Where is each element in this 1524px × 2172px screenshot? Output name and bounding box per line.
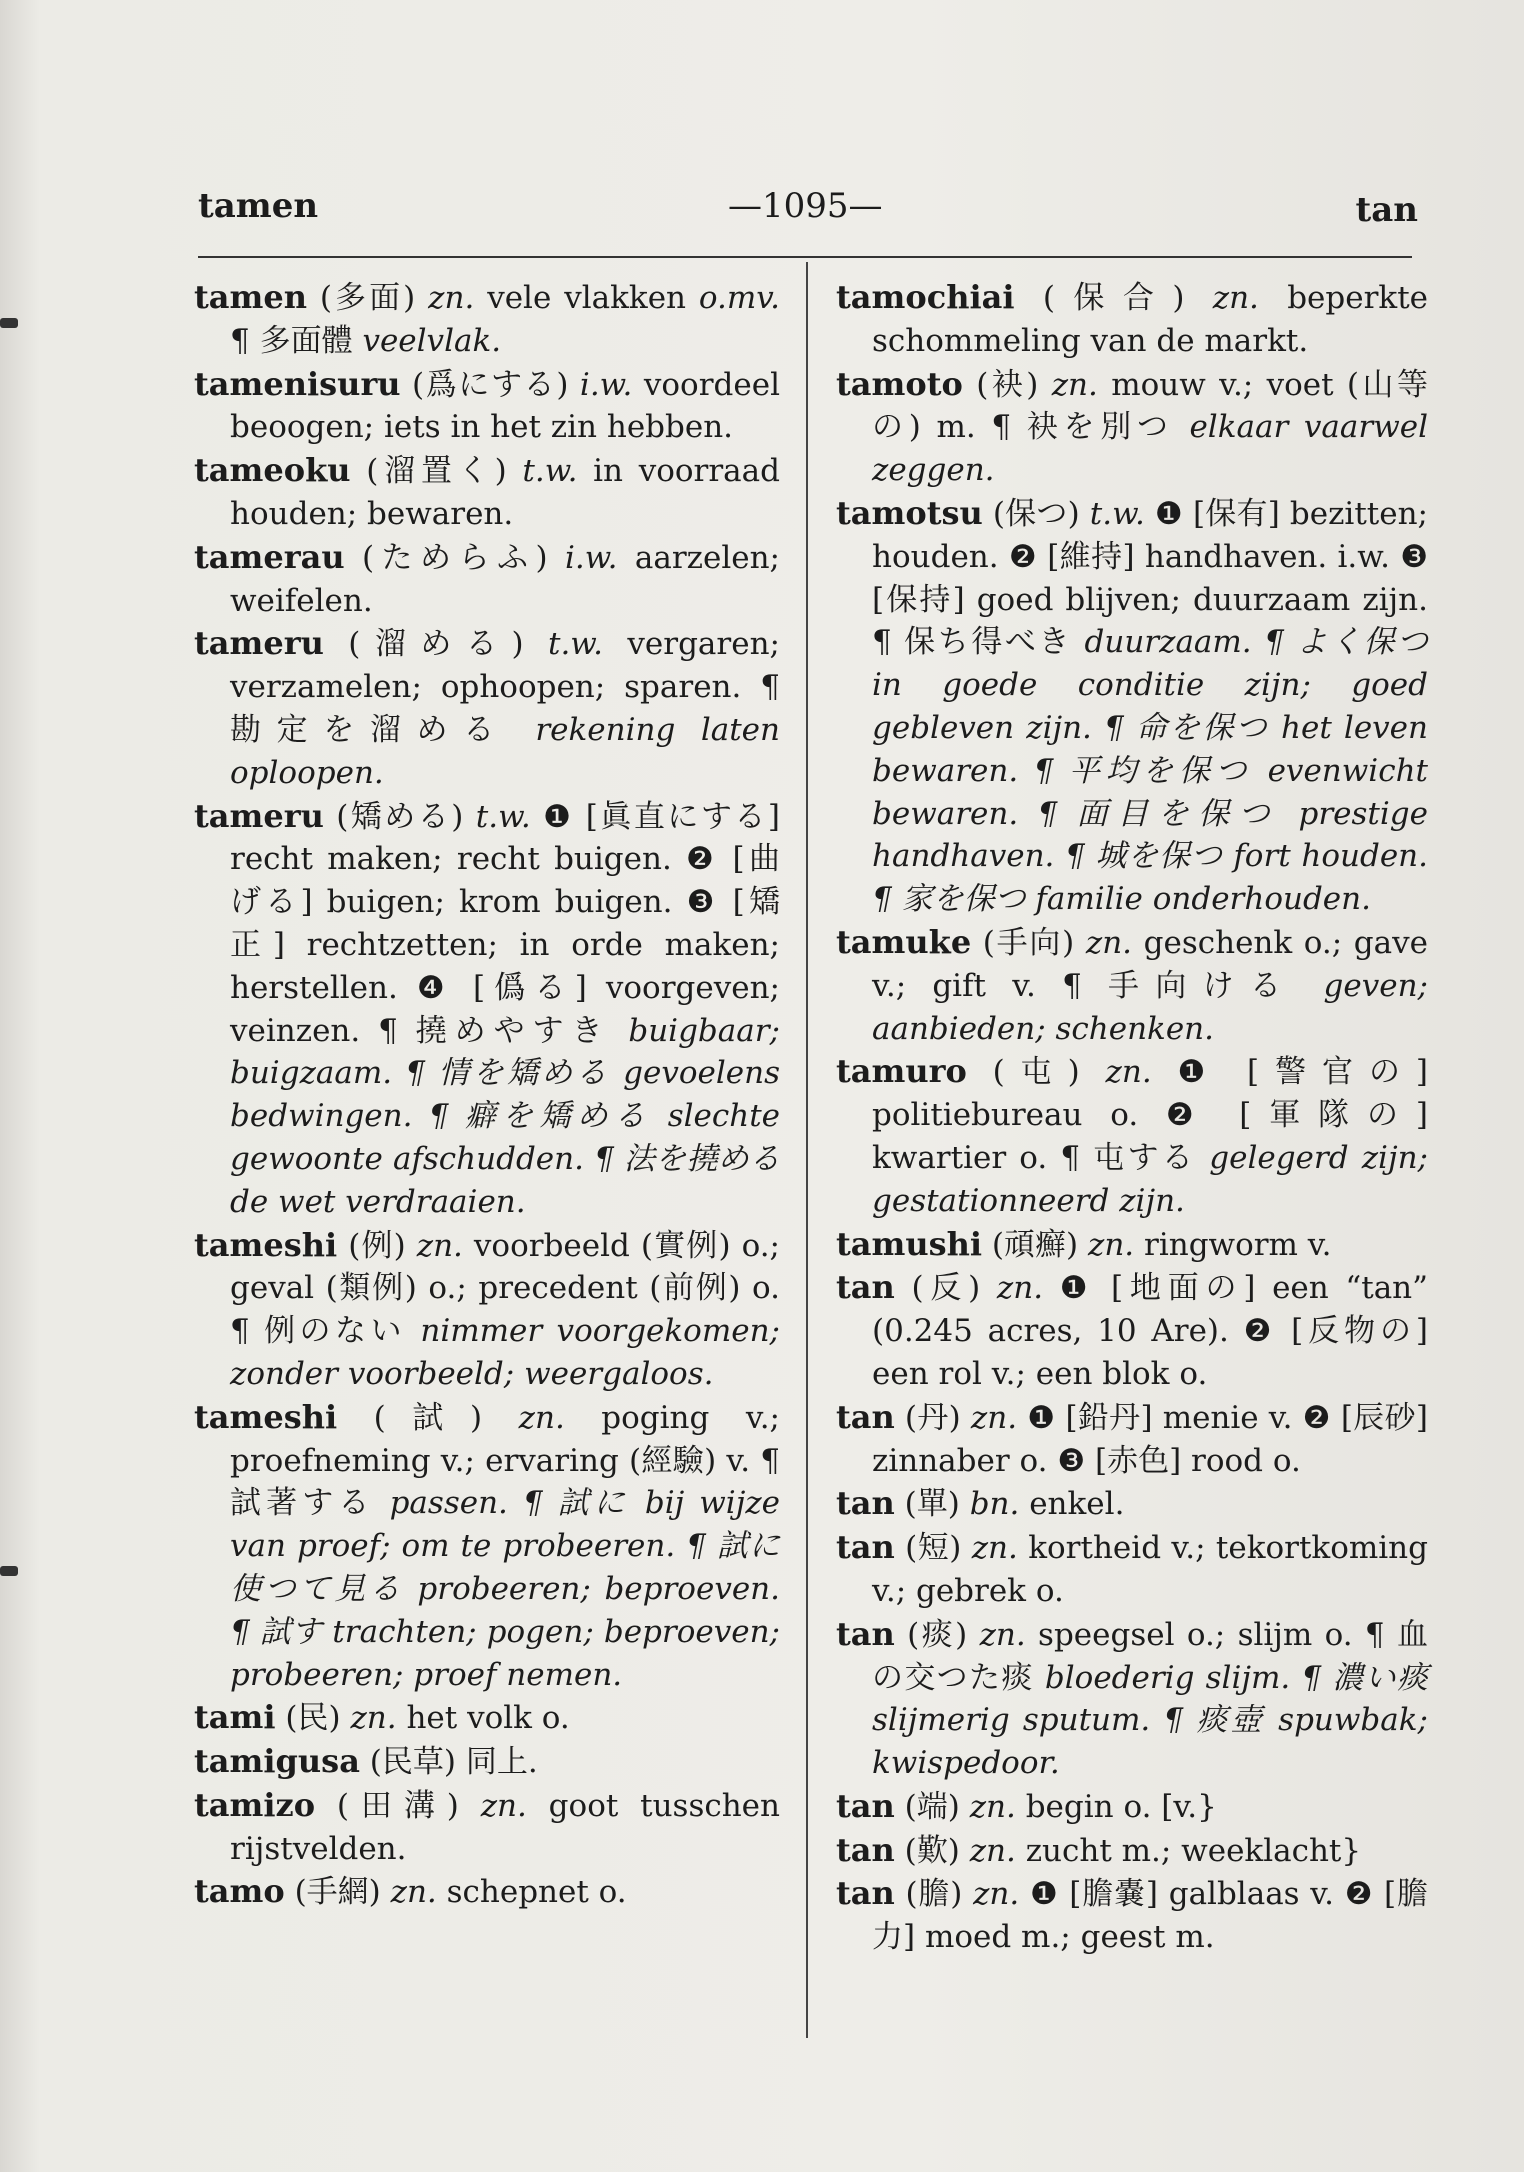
kanji: (民草) (359, 1744, 466, 1781)
grammar-tag: bn. (969, 1486, 1020, 1523)
kanji: (痰) (894, 1616, 980, 1653)
grammar-tag: zn. (973, 1876, 1020, 1913)
kanji: (手向) (971, 924, 1086, 961)
grammar-tag: zn. (1212, 280, 1259, 316)
grammar-tag: t.w. (522, 453, 578, 490)
dictionary-entry (194, 1696, 780, 1740)
dictionary-entry (836, 1266, 1428, 1395)
headword: tan (836, 1830, 895, 1869)
grammar-tag: zn. (969, 1832, 1016, 1869)
grammar-tag: i.w. (565, 539, 618, 576)
kanji: (屯) (966, 1054, 1106, 1091)
example: buigbaar; buigzaam. ¶ 情を矯める gevoelens bedwingen. ¶ 癖を矯める slechte gewoonte afschudden. ¶ 法を撓める de wet verdraaien. (230, 1012, 780, 1220)
column-divider (806, 262, 808, 2038)
kanji: (膽) (894, 1876, 974, 1913)
dictionary-entry (836, 1829, 1428, 1873)
definition: ❶ [保有] bezitten; houden. ❷ [維持] handhaven. i.w. ❸ [保持] goed blijven; duurzaam zijn. ¶ 保ち得べき (872, 495, 1428, 661)
headword: tan (836, 1614, 895, 1653)
example: rekening laten oploopen. (230, 711, 780, 791)
dictionary-entry (194, 795, 780, 1224)
definition: enkel. (1019, 1486, 1125, 1523)
kanji: (袂) (962, 366, 1052, 403)
dictionary-entry (836, 1396, 1428, 1483)
headword: tamotsu (836, 493, 983, 532)
dictionary-entry (836, 1223, 1428, 1267)
headword: tameshi (194, 1225, 338, 1264)
definition: beperkte schommeling van de markt. (872, 280, 1428, 359)
grammar-tag: t.w. (547, 626, 604, 663)
grammar-tag: zn. (428, 280, 475, 316)
kanji: (溜置く) (350, 453, 523, 490)
grammar-tag: zn. (1105, 1054, 1152, 1091)
definition: voordeel beoogen; iets in het zin hebben. (230, 366, 780, 446)
definition: poging v.; proefneming v.; ervaring (經驗) v. ¶ 試著する (230, 1399, 780, 1522)
grammar-tag: o.mv. (698, 280, 780, 316)
definition: begin o. [v.} (1015, 1788, 1217, 1825)
headword: tamigusa (194, 1742, 360, 1781)
kanji: (歎) (894, 1832, 970, 1869)
definition: vergaren; verzamelen; ophoopen; sparen. ¶ 勘定を溜める (230, 626, 780, 748)
definition: zucht m.; weeklacht} (1015, 1832, 1362, 1869)
grammar-tag: zn. (970, 1399, 1018, 1436)
header-guide-word-left: tamen (198, 186, 319, 226)
headword: tamen (194, 278, 307, 316)
definition: voorbeeld (實例) o.; geval (類例) o.; precedent (前例) o. ¶ 例のない (230, 1227, 780, 1350)
example: duurzaam. ¶ よく保つ in goede conditie zijn; goed gebleven zijn. ¶ 命を保つ het leven bewaren. ¶ 平均を保つ evenwicht bewaren. ¶ 面目を保つ prestige handhaven. ¶ 城を保つ fort houden. ¶ 家を保つ familie onderhouden. (872, 624, 1428, 918)
grammar-tag: zn. (350, 1700, 397, 1737)
example: veelvlak. (362, 322, 502, 359)
kanji: (爲にする) (400, 366, 580, 403)
dictionary-entry (194, 449, 780, 536)
binder-mark (0, 1566, 18, 1576)
headword: tan (836, 1786, 895, 1825)
kanji: (矯める) (323, 798, 476, 835)
kanji: (試) (337, 1399, 519, 1436)
headword: tan (836, 1397, 895, 1436)
definition: aarzelen; weifelen. (230, 539, 780, 619)
dictionary-entry (836, 1526, 1428, 1613)
dictionary-entry (836, 363, 1428, 492)
grammar-tag: zn. (971, 1530, 1018, 1567)
dictionary-entry (836, 1482, 1428, 1526)
kanji: (田溝) (315, 1787, 481, 1824)
example: elkaar vaarwel zeggen. (872, 409, 1428, 489)
headword: tameoku (194, 451, 351, 490)
dictionary-entry (194, 1740, 780, 1784)
dictionary-entry (194, 622, 780, 794)
definition: in voorraad houden; bewaren. (230, 453, 780, 532)
definition: ❶ [警官の] politiebureau o. ❷ [軍隊の] kwartier o. ¶ 屯する (872, 1054, 1428, 1176)
kanji: (溜める) (323, 626, 548, 663)
header-rule (198, 256, 1412, 258)
headword: tan (836, 1268, 895, 1307)
dictionary-entry (194, 1224, 780, 1396)
dictionary-entry (836, 1613, 1428, 1785)
example: passen. ¶ 試に bij wijze van proef; om te probeeren. ¶ 試に使つて見る probeeren; beproeven. ¶ 試す trachten; pogen; beproeven; probeeren; proef nemen. (230, 1485, 780, 1693)
grammar-tag: i.w. (579, 366, 633, 403)
definition: 同上. (465, 1744, 538, 1781)
grammar-tag: zn. (1087, 1226, 1135, 1263)
definition: speegsel o.; slijm o. ¶ 血の交つた痰 (872, 1616, 1428, 1696)
headword: tamerau (194, 537, 345, 576)
headword: tameru (194, 624, 324, 663)
definition: het volk o. (396, 1700, 570, 1737)
headword: tami (194, 1698, 276, 1737)
headword: tamochiai (836, 278, 1015, 316)
headword: tamenisuru (194, 364, 401, 403)
definition: goot tusschen rijstvelden. (230, 1787, 780, 1867)
dictionary-entry (194, 276, 780, 363)
definition: ❶ [膽嚢] galblaas v. ❷ [膽力] moed m.; geest m. (872, 1876, 1428, 1956)
example: nimmer voorgekomen; zonder voorbeeld; weergaloos. (230, 1313, 781, 1392)
example: bloederig slijm. ¶ 濃い痰 slijmerig sputum. ¶ 痰壺 spuwbak; kwispedoor. (872, 1659, 1429, 1782)
grammar-tag: zn. (1051, 366, 1098, 403)
kanji: (ためらふ) (344, 539, 566, 576)
page-number: —1095— (728, 186, 883, 226)
definition: ❶ [眞直にする] recht maken; recht buigen. ❷ [曲げる] buigen; krom buigen. ❸ [矯正] rechtzetten; in orde maken; herstellen. ❹ [僞る] voorgeven; veinzen. ¶ 撓めやすき (230, 798, 780, 1049)
grammar-tag: zn. (416, 1227, 463, 1264)
grammar-tag: zn. (996, 1270, 1044, 1307)
binder-mark (0, 318, 18, 328)
example: gelegerd zijn; gestationneerd zijn. (872, 1139, 1428, 1219)
header-guide-word-right: tan (1355, 190, 1418, 230)
definition: vele vlakken (474, 280, 699, 316)
dictionary-entry (836, 1785, 1428, 1829)
kanji: (多面) (307, 280, 429, 316)
headword: tan (836, 1874, 895, 1913)
kanji: (手網) (284, 1874, 391, 1911)
example: geven; aanbieden; schenken. (872, 967, 1428, 1047)
grammar-tag: t.w. (1089, 495, 1145, 532)
definition: schepnet o. (436, 1874, 627, 1911)
dictionary-entry (194, 1784, 780, 1871)
headword: tamuro (836, 1052, 967, 1091)
dictionary-entry (194, 536, 780, 623)
dictionary-entry (836, 492, 1428, 921)
left-column (194, 276, 780, 1914)
kanji: (保つ) (982, 495, 1090, 532)
definition: ❶ [鉛丹] menie v. ❷ [辰砂] zinnaber o. ❸ [赤色] rood o. (872, 1399, 1428, 1479)
grammar-tag: zn. (979, 1616, 1026, 1653)
definition: kortheid v.; tekortkoming v.; gebrek o. (872, 1530, 1428, 1609)
grammar-tag: zn. (969, 1788, 1016, 1825)
page-header (198, 186, 1418, 236)
kanji: (丹) (894, 1399, 971, 1436)
grammar-tag: zn. (1085, 924, 1133, 961)
kanji: (短) (894, 1530, 972, 1567)
grammar-tag: zn. (480, 1787, 527, 1824)
definition: ❶ [地面の] een “tan” (0.245 acres, 10 Are). ❷ [反物の] een rol v.; een blok o. (872, 1270, 1429, 1392)
kanji: (頑癬) (982, 1226, 1088, 1263)
definition: mouw v.; voet (山等の) m. ¶ 袂を別つ (872, 366, 1428, 446)
kanji: (保合) (1014, 280, 1213, 316)
kanji: (反) (894, 1270, 997, 1307)
dictionary-entry (836, 276, 1428, 363)
kanji: (民) (275, 1700, 351, 1737)
grammar-tag: zn. (390, 1874, 437, 1911)
headword: tamizo (194, 1785, 316, 1824)
headword: tameru (194, 796, 324, 835)
headword: tan (836, 1484, 895, 1523)
headword: tamushi (836, 1224, 983, 1263)
dictionary-entry (836, 1872, 1428, 1959)
grammar-tag: zn. (518, 1399, 565, 1436)
kanji: (單) (894, 1486, 970, 1523)
definition: geschenk o.; gave v.; gift v. ¶ 手向ける (872, 924, 1428, 1004)
right-column (836, 276, 1428, 1959)
dictionary-entry (194, 363, 780, 450)
headword: tamuke (836, 922, 972, 961)
kanji: (端) (894, 1788, 970, 1825)
dictionary-entry (836, 1050, 1428, 1222)
headword: tan (836, 1528, 895, 1567)
dictionary-entry (194, 1870, 780, 1914)
dictionary-entry (836, 921, 1428, 1050)
definition: ¶ 多面體 (230, 322, 363, 359)
definition: ringworm v. (1134, 1226, 1332, 1263)
kanji: (例) (337, 1227, 417, 1264)
headword: tameshi (194, 1397, 338, 1436)
headword: tamoto (836, 364, 963, 403)
grammar-tag: t.w. (475, 798, 531, 835)
headword: tamo (194, 1872, 285, 1911)
dictionary-entry (194, 1396, 780, 1697)
